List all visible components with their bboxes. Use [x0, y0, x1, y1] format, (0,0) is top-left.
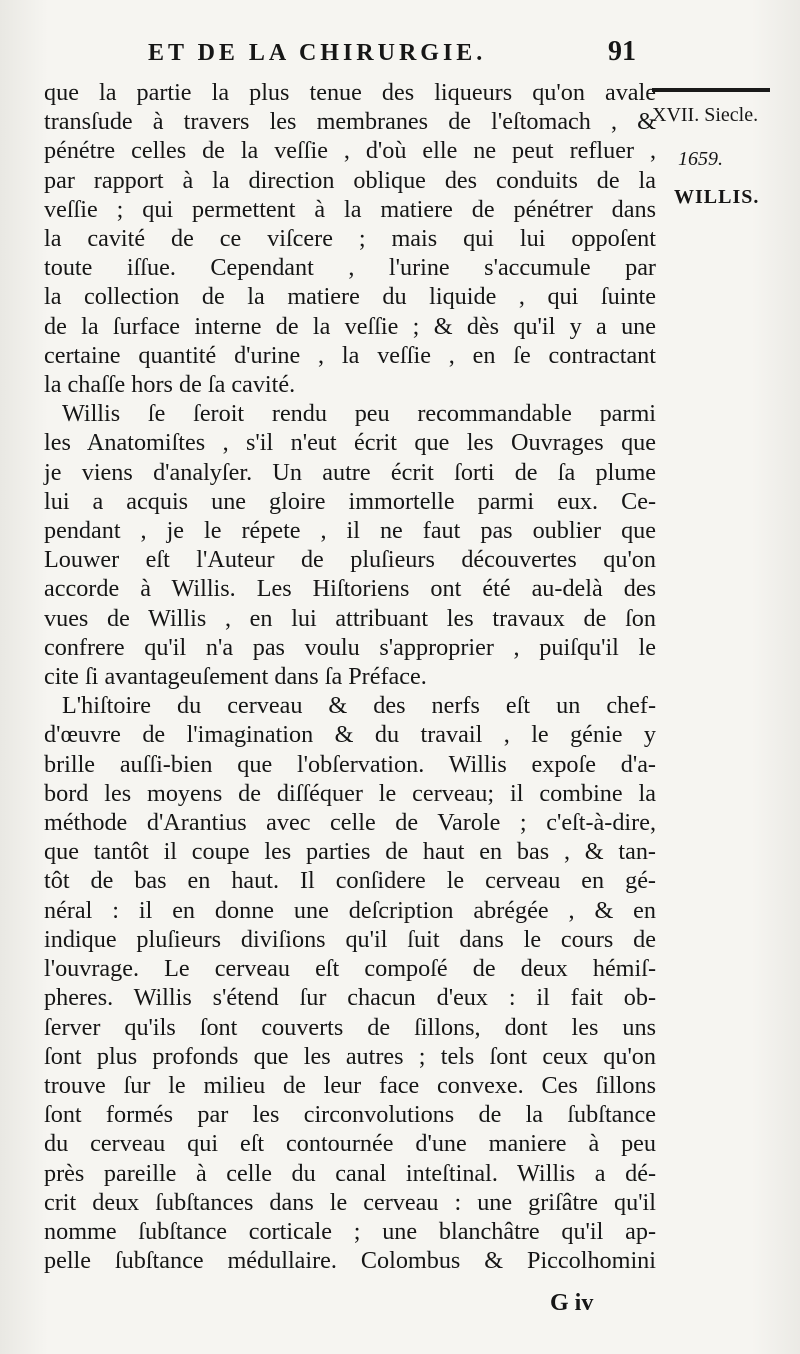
text-line: les Anatomiſtes , s'il n'eut écrit que les Ouvrages que	[44, 429, 656, 457]
text-line: nomme ſubſtance corticale ; une blanchâtre qu'il ap-	[44, 1217, 656, 1245]
text-line: indique pluſieurs diviſions qu'il ſuit dans le cours de	[44, 925, 656, 953]
margin-rule	[652, 88, 770, 92]
margin-note-year: 1659.	[678, 148, 723, 170]
margin-note-author: WILLIS.	[674, 186, 760, 208]
text-line: que la partie la plus tenue des liqueurs qu'on avale	[44, 79, 656, 106]
text-line: cite ſi avantageuſement dans ſa Préface.	[44, 663, 427, 691]
text-line: confrere qu'il n'a pas voulu s'approprier , puiſqu'il le	[44, 633, 656, 661]
margin-note-century: XVII. Siecle.	[652, 104, 759, 126]
text-line: pendant , je le répete , il ne faut pas oublier que	[44, 517, 656, 545]
text-line: pheres. Willis s'étend ſur chacun d'eux : il fait ob-	[44, 984, 656, 1012]
text-line: que tantôt il coupe les parties de haut en bas , & tan-	[44, 838, 656, 866]
text-line: la chaſſe hors de ſa cavité.	[44, 371, 296, 399]
paragraph	[44, 691, 656, 1275]
text-line: par rapport à la direction oblique des conduits de la	[44, 166, 656, 194]
text-line: brille auſſi-bien que l'obſervation. Willis expoſe d'a-	[44, 750, 656, 778]
text-line: ſerver qu'ils ſont couverts de ſillons, dont les uns	[44, 1013, 656, 1041]
text-line: d'œuvre de l'imagination & du travail , le génie y	[44, 721, 656, 749]
text-line: ſont formés par les circonvolutions de la ſubſtance	[44, 1101, 656, 1129]
text-line: tôt de bas en haut. Il conſidere le cerveau en gé-	[44, 867, 656, 895]
text-line: pénétre celles de la veſſie , d'où elle ne peut refluer ,	[44, 137, 656, 165]
text-line: bord les moyens de diſſéquer le cerveau; il combine la	[44, 779, 656, 807]
text-line: méthode d'Arantius avec celle de Varole ; c'eſt-à-dire,	[44, 809, 656, 837]
text-line: trouve ſur le milieu de leur face convexe. Ces ſillons	[44, 1071, 656, 1099]
text-line: pelle ſubſtance médullaire. Colombus & Piccolhomini	[44, 1247, 656, 1275]
text-line: lui a acquis une gloire immortelle parmi eux. Ce-	[44, 487, 656, 515]
text-line: Willis ſe ſeroit rendu peu recommandable parmi	[62, 400, 656, 428]
text-line: la collection de la matiere du liquide , qui ſuinte	[44, 283, 656, 311]
paragraph	[44, 399, 656, 691]
text-line: transſude à travers les membranes de l'eſtomach , &	[44, 108, 656, 136]
text-line: ſont plus profonds que les autres ; tels ſont ceux qu'on	[44, 1042, 656, 1070]
page-number: 91	[608, 36, 636, 67]
text-line: certaine quantité d'urine , la veſſie , en ſe contractant	[44, 341, 656, 369]
signature-mark: G iv	[550, 1290, 594, 1316]
text-line: du cerveau qui eſt contournée d'une maniere à peu	[44, 1130, 656, 1158]
text-line: Louwer eſt l'Auteur de pluſieurs découvertes qu'on	[44, 546, 656, 574]
text-line: accorde à Willis. Les Hiſtoriens ont été au-delà des	[44, 575, 656, 603]
text-line: la cavité de ce viſcere ; mais qui lui oppoſent	[44, 225, 656, 253]
body-text	[44, 78, 656, 1275]
text-line: je viens d'analyſer. Un autre écrit ſorti de ſa plume	[44, 458, 656, 486]
running-head: ET DE LA CHIRURGIE.	[148, 40, 487, 66]
text-line: néral : il en donne une deſcription abrégée , & en	[44, 896, 656, 924]
text-line: vues de Willis , en lui attribuant les travaux de ſon	[44, 604, 656, 632]
text-line: L'hiſtoire du cerveau & des nerfs eſt un chef-	[62, 692, 656, 720]
paragraph	[44, 78, 656, 399]
text-line: crit deux ſubſtances dans le cerveau : une griſâtre qu'il	[44, 1188, 656, 1216]
text-line: près pareille à celle du canal inteſtinal. Willis a dé-	[44, 1159, 656, 1187]
text-line: veſſie ; qui permettent à la matiere de pénétrer dans	[44, 195, 656, 223]
text-line: toute iſſue. Cependant , l'urine s'accumule par	[44, 254, 656, 282]
text-line: de la ſurface interne de la veſſie ; & dès qu'il y a une	[44, 312, 656, 340]
text-line: l'ouvrage. Le cerveau eſt compoſé de deux hémiſ-	[44, 955, 656, 983]
